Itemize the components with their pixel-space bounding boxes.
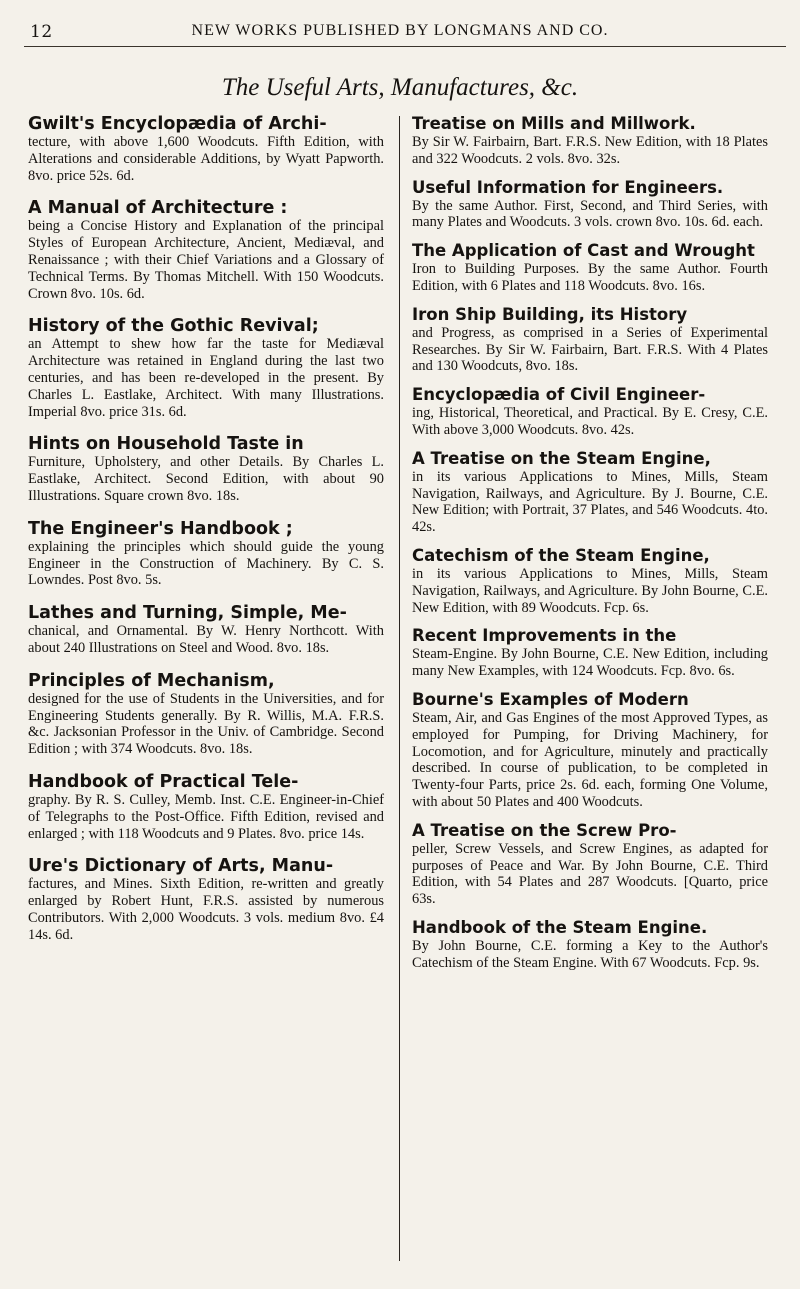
book-description: By John Bourne, C.E. forming a Key to the Author's Catechism of the Steam Engine. With 67 Woodcuts. Fcp. 9s. xyxy=(412,937,768,971)
book-entry xyxy=(28,316,384,420)
book-entry xyxy=(28,603,384,657)
book-description: Steam-Engine. By John Bourne, C.E. New Edition, including many New Examples, with 124 Woodcuts. Fcp. 8vo. 6s. xyxy=(412,646,768,680)
book-title: History of the Gothic Revival; xyxy=(28,316,319,337)
book-entry xyxy=(412,305,768,375)
book-title: Useful Information for Engineers. xyxy=(412,177,724,197)
book-title: Treatise on Mills and Millwork. xyxy=(412,114,696,133)
book-title: Principles of Mechanism, xyxy=(28,670,275,691)
book-description: an Attempt to shew how far the taste for Mediæval Architecture was retained in England during the last two centuries, and has been re-developed in the present. By Charles L. Eastlake, Architect. With many Illustrations. Imperial 8vo. price 31s. 6d. xyxy=(28,336,384,420)
book-description: being a Concise History and Explanation of the principal Styles of European Architecture, Ancient, Mediæval, and Renaissance ; with their Chief Variations and a Glossary of Technical Terms. By Thomas Mitchell. With 150 Woodcuts. Crown 8vo. 10s. 6d. xyxy=(28,218,384,302)
book-title: The Application of Cast and Wrought xyxy=(412,241,755,261)
section-title: The Useful Arts, Manufactures, &c. xyxy=(221,74,579,101)
book-description: peller, Screw Vessels, and Screw Engines, as adapted for purposes of Peace and War. By John Bourne, C.E. Third Edition, with 54 Plates and 287 Woodcuts. [Quarto, price 63s. xyxy=(412,840,768,908)
book-description: chanical, and Ornamental. By W. Henry Northcott. With about 240 Illustrations on Steel and Wood. 8vo. 18s. xyxy=(28,623,384,656)
book-entry xyxy=(28,198,384,302)
book-description: in its various Applications to Mines, Mills, Steam Navigation, Railways, and Agriculture. By John Bourne, C.E. New Edition, with 89 Woodcuts. Fcp. 6s. xyxy=(412,565,768,616)
book-title: Bourne's Examples of Modern xyxy=(412,689,689,709)
book-title: Handbook of Practical Tele- xyxy=(28,771,299,792)
book-description: Iron to Building Purposes. By the same Author. Fourth Edition, with 6 Plates and 118 Woodcuts. 8vo. 16s. xyxy=(412,261,768,294)
book-entry xyxy=(28,114,384,184)
book-entry xyxy=(412,690,768,811)
page-number: 12 xyxy=(30,22,53,42)
book-title: The Engineer's Handbook ; xyxy=(28,518,293,539)
right-column xyxy=(412,114,768,982)
book-entry xyxy=(412,449,768,536)
book-entry xyxy=(412,114,768,168)
book-description: designed for the use of Students in the Universities, and for Engineering Students generally. By R. Willis, M.A. F.R.S. &c. Jacksonian Professor in the Univ. of Cambridge. Second Edition ; with 374 Woodcuts. 8vo. 18s. xyxy=(28,690,384,758)
book-title: Hints on Household Taste in xyxy=(28,434,304,455)
book-entry xyxy=(412,918,768,972)
book-title: Gwilt's Encyclopædia of Archi- xyxy=(28,114,327,134)
book-description: in its various Applications to Mines, Mills, Steam Navigation, Railways, and Agriculture. By J. Bourne, C.E. New Edition; with Portrait, 37 Plates, and 546 Woodcuts. 4to. 42s. xyxy=(412,468,768,536)
book-title: A Manual of Architecture : xyxy=(28,198,288,219)
book-description: and Progress, as comprised in a Series of Experimental Researches. By Sir W. Fairbairn, Bart. F.R.S. With 4 Plates and 130 Woodcuts, 8vo. 18s. xyxy=(412,324,768,375)
book-title: Ure's Dictionary of Arts, Manu- xyxy=(28,856,334,877)
book-entry xyxy=(28,671,384,758)
book-entry xyxy=(412,385,768,439)
column-divider xyxy=(399,116,400,1261)
left-column xyxy=(28,114,384,958)
book-entry xyxy=(412,626,768,680)
book-title: Encyclopædia of Civil Engineer- xyxy=(412,385,706,405)
book-entry xyxy=(28,519,384,589)
book-description: explaining the principles which should guide the young Engineer in the Construction of Machinery. By C. S. Lowndes. Post 8vo. 5s. xyxy=(28,538,384,589)
running-head: NEW WORKS PUBLISHED BY LONGMANS AND CO. xyxy=(191,22,609,39)
book-description: tecture, with above 1,600 Woodcuts. Fifth Edition, with Alterations and considerable Additions, by Wyatt Papworth. 8vo. price 52s. 6d. xyxy=(28,134,384,184)
book-entry xyxy=(412,821,768,908)
book-description: Furniture, Upholstery, and other Details. By Charles L. Eastlake, Architect. Second Edition, with about 90 Illustrations. Square crown 8vo. 18s. xyxy=(28,454,384,504)
page-header xyxy=(0,22,800,52)
book-entry xyxy=(412,546,768,616)
book-description: By Sir W. Fairbairn, Bart. F.R.S. New Edition, with 18 Plates and 322 Woodcuts. 2 vols. 8vo. 32s. xyxy=(412,134,768,167)
book-entry xyxy=(412,241,768,295)
book-entry xyxy=(412,178,768,232)
book-entry xyxy=(28,772,384,842)
book-title: Handbook of the Steam Engine. xyxy=(412,917,708,937)
book-title: A Treatise on the Screw Pro- xyxy=(412,820,677,840)
book-title: Iron Ship Building, its History xyxy=(412,304,688,324)
book-description: graphy. By R. S. Culley, Memb. Inst. C.E. Engineer-in-Chief of Telegraphs to the Post-Office. Fifth Edition, revised and enlarged ; with 118 Woodcuts and 9 Plates. 8vo. price 14s. xyxy=(28,791,384,842)
book-description: Steam, Air, and Gas Engines of the most Approved Types, as employed for Pumping, for Driving Machinery, for Locomotion, and for Agriculture, minutely and practically described. In course of publication, to be completed in Twenty-four Parts, price 2s. 6d. each, forming One Volume, with about 50 Plates and 400 Woodcuts. xyxy=(412,709,768,810)
book-description: factures, and Mines. Sixth Edition, re-written and greatly enlarged by Robert Hunt, F.R.S. assisted by numerous Contributors. With 2,000 Woodcuts. 3 vols. medium 8vo. £4 14s. 6d. xyxy=(28,876,384,943)
header-rule xyxy=(24,46,786,47)
book-description: ing, Historical, Theoretical, and Practical. By E. Cresy, C.E. With above 3,000 Woodcuts. 8vo. 42s. xyxy=(412,405,768,438)
book-entry xyxy=(28,434,384,504)
book-title: Lathes and Turning, Simple, Me- xyxy=(28,603,347,624)
book-entry xyxy=(28,856,384,943)
book-title: Recent Improvements in the xyxy=(412,626,677,646)
book-title: Catechism of the Steam Engine, xyxy=(412,545,710,565)
book-description: By the same Author. First, Second, and Third Series, with many Plates and Woodcuts. 3 vols. crown 8vo. 10s. 6d. each. xyxy=(412,197,768,231)
book-title: A Treatise on the Steam Engine, xyxy=(412,448,711,468)
